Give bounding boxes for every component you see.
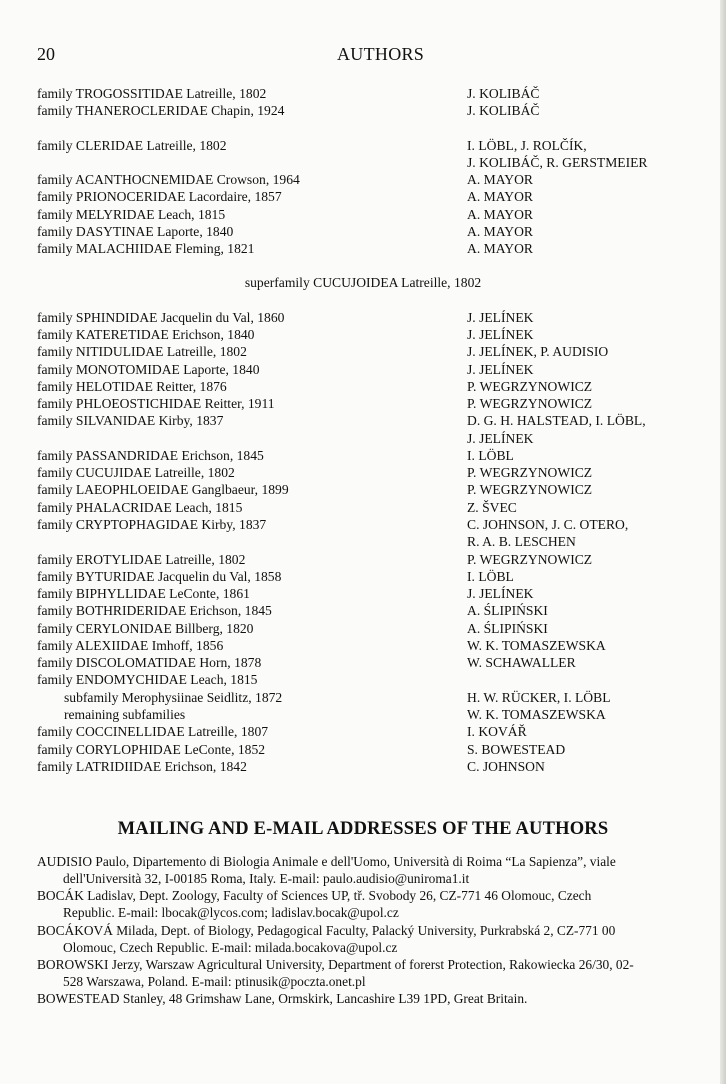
author-names: I. LÖBL — [467, 569, 514, 584]
taxon-name: family NITIDULIDAE Latreille, 1802 — [37, 344, 247, 359]
table-row — [0, 568, 726, 585]
author-names: J. KOLIBÁČ — [467, 103, 540, 118]
author-names: W. K. TOMASZEWSKA — [467, 638, 606, 653]
table-row — [0, 154, 726, 171]
table-row — [0, 533, 726, 550]
table-row — [0, 481, 726, 498]
table-row — [0, 378, 726, 395]
author-names: J. JELÍNEK — [467, 431, 534, 446]
address-entry — [37, 853, 717, 888]
address-continuation: Republic. E-mail: lbocak@lycos.com; ladislav.bocak@upol.cz — [63, 905, 399, 921]
author-names: I. LÖBL, J. ROLČÍK, — [467, 138, 587, 153]
taxon-name: family MALACHIIDAE Fleming, 1821 — [37, 241, 255, 256]
author-names: A. MAYOR — [467, 189, 533, 204]
author-names: J. JELÍNEK, P. AUDISIO — [467, 344, 609, 359]
author-names: S. BOWESTEAD — [467, 742, 566, 757]
table-row — [0, 464, 726, 481]
author-names: J. JELÍNEK — [467, 586, 534, 601]
taxon-name: family PASSANDRIDAE Erichson, 1845 — [37, 448, 264, 463]
taxon-name: family ALEXIIDAE Imhoff, 1856 — [37, 638, 224, 653]
author-names: A. MAYOR — [467, 241, 533, 256]
author-names: R. A. B. LESCHEN — [467, 534, 576, 549]
taxon-name: remaining subfamilies — [64, 707, 186, 722]
address-first-line: BOWESTEAD Stanley, 48 Grimshaw Lane, Ormskirk, Lancashire L39 1PD, Great Britain. — [37, 991, 528, 1006]
table-row — [0, 395, 726, 412]
table-row — [0, 551, 726, 568]
address-first-line: BOROWSKI Jerzy, Warszaw Agricultural University, Department of forerst Protection, Rakowiecka 26/30, 02- — [37, 957, 634, 972]
table-row — [0, 602, 726, 619]
taxon-name: family THANEROCLERIDAE Chapin, 1924 — [37, 103, 285, 118]
table-row — [0, 620, 726, 637]
author-names: P. WEGRZYNOWICZ — [467, 465, 593, 480]
page-header — [37, 44, 687, 68]
table-row — [0, 206, 726, 223]
address-first-line: BOCÁK Ladislav, Dept. Zoology, Faculty of Sciences UP, tř. Svobody 26, CZ-771 46 Olomouc, Czech — [37, 888, 592, 903]
author-names: A. MAYOR — [467, 172, 533, 187]
table-row — [0, 188, 726, 205]
taxon-name: family DISCOLOMATIDAE Horn, 1878 — [37, 655, 262, 670]
table-row — [0, 223, 726, 240]
table-row — [0, 326, 726, 343]
table-row — [0, 309, 726, 326]
table-row — [0, 447, 726, 464]
taxon-name: family CUCUJIDAE Latreille, 1802 — [37, 465, 235, 480]
author-names: A. MAYOR — [467, 207, 533, 222]
taxon-name: family PRIONOCERIDAE Lacordaire, 1857 — [37, 189, 282, 204]
author-names: I. LÖBL — [467, 448, 514, 463]
table-row — [0, 637, 726, 654]
author-names: P. WEGRZYNOWICZ — [467, 552, 593, 567]
author-names: C. JOHNSON — [467, 759, 545, 774]
taxon-name: family CLERIDAE Latreille, 1802 — [37, 138, 227, 153]
address-entry — [37, 887, 717, 922]
author-names: J. KOLIBÁČ, R. GERSTMEIER — [467, 155, 648, 170]
taxon-name: family LAEOPHLOEIDAE Ganglbaeur, 1899 — [37, 482, 289, 497]
running-title: AUTHORS — [337, 44, 425, 64]
section-title: MAILING AND E-MAIL ADDRESSES OF THE AUTHORS — [117, 819, 609, 839]
taxon-name: family EROTYLIDAE Latreille, 1802 — [37, 552, 246, 567]
table-row — [0, 671, 726, 688]
taxon-name: family TROGOSSITIDAE Latreille, 1802 — [37, 86, 267, 101]
table-row — [0, 274, 726, 291]
table-row — [0, 723, 726, 740]
table-row — [0, 585, 726, 602]
taxon-name: family MELYRIDAE Leach, 1815 — [37, 207, 226, 222]
taxon-name: family ENDOMYCHIDAE Leach, 1815 — [37, 672, 258, 687]
author-names: W. SCHAWALLER — [467, 655, 576, 670]
table-row — [0, 240, 726, 257]
table-row — [0, 412, 726, 429]
author-names: H. W. RÜCKER, I. LÖBL — [467, 690, 611, 705]
address-entry — [37, 922, 717, 957]
taxon-name: family CERYLONIDAE Billberg, 1820 — [37, 621, 254, 636]
taxon-name: family COCCINELLIDAE Latreille, 1807 — [37, 724, 269, 739]
taxon-name: family CORYLOPHIDAE LeConte, 1852 — [37, 742, 266, 757]
taxon-name: family HELOTIDAE Reitter, 1876 — [37, 379, 227, 394]
taxon-name: family BOTHRIDERIDAE Erichson, 1845 — [37, 603, 272, 618]
table-row — [0, 361, 726, 378]
author-names: J. KOLIBÁČ — [467, 86, 540, 101]
author-names: P. WEGRZYNOWICZ — [467, 482, 593, 497]
taxon-name: family SILVANIDAE Kirby, 1837 — [37, 413, 224, 428]
table-row — [0, 741, 726, 758]
address-continuation: 528 Warszawa, Poland. E-mail: ptinusik@poczta.onet.pl — [63, 974, 366, 990]
taxon-name: family SPHINDIDAE Jacquelin du Val, 1860 — [37, 310, 285, 325]
table-row — [0, 171, 726, 188]
taxon-name: family KATERETIDAE Erichson, 1840 — [37, 327, 255, 342]
table-row — [0, 706, 726, 723]
author-names: A. MAYOR — [467, 224, 533, 239]
author-names: D. G. H. HALSTEAD, I. LÖBL, — [467, 413, 646, 428]
table-row — [0, 343, 726, 360]
taxon-name: family PHALACRIDAE Leach, 1815 — [37, 500, 243, 515]
address-continuation: Olomouc, Czech Republic. E-mail: milada.bocakova@upol.cz — [63, 940, 398, 956]
author-names: P. WEGRZYNOWICZ — [467, 396, 593, 411]
taxon-name: family CRYPTOPHAGIDAE Kirby, 1837 — [37, 517, 267, 532]
table-row — [0, 430, 726, 447]
address-entry — [37, 990, 717, 1007]
address-first-line: BOCÁKOVÁ Milada, Dept. of Biology, Pedagogical Faculty, Palacký University, Purkrabská 2, CZ-771 00 — [37, 923, 616, 938]
author-names: I. KOVÁŘ — [467, 724, 527, 739]
taxon-name: family MONOTOMIDAE Laporte, 1840 — [37, 362, 260, 377]
author-names: Z. ŠVEC — [467, 500, 517, 515]
table-row — [0, 102, 726, 119]
taxon-name: family PHLOEOSTICHIDAE Reitter, 1911 — [37, 396, 275, 411]
page-number: 20 — [37, 44, 55, 64]
author-names: J. JELÍNEK — [467, 327, 534, 342]
taxon-name: family BIPHYLLIDAE LeConte, 1861 — [37, 586, 250, 601]
table-row — [0, 85, 726, 102]
address-continuation: dell'Università 32, I-00185 Roma, Italy. E-mail: paulo.audisio@uniroma1.it — [63, 871, 470, 887]
author-names: W. K. TOMASZEWSKA — [467, 707, 606, 722]
address-first-line: AUDISIO Paulo, Dipartemento di Biologia Animale e dell'Uomo, Università di Roima “La Sapienza”, viale — [37, 854, 616, 869]
author-names: A. ŚLIPIŃSKI — [467, 621, 548, 636]
taxon-name: family BYTURIDAE Jacquelin du Val, 1858 — [37, 569, 282, 584]
table-row — [0, 654, 726, 671]
taxon-name: family ACANTHOCNEMIDAE Crowson, 1964 — [37, 172, 300, 187]
taxon-name: family LATRIDIIDAE Erichson, 1842 — [37, 759, 247, 774]
table-row — [0, 137, 726, 154]
table-row — [0, 758, 726, 775]
table-row — [0, 516, 726, 533]
table-row — [0, 499, 726, 516]
author-names: J. JELÍNEK — [467, 362, 534, 377]
author-names: J. JELÍNEK — [467, 310, 534, 325]
author-names: C. JOHNSON, J. C. OTERO, — [467, 517, 629, 532]
author-names: A. ŚLIPIŃSKI — [467, 603, 548, 618]
author-names: P. WEGRZYNOWICZ — [467, 379, 593, 394]
table-row — [0, 689, 726, 706]
superfamily-heading: superfamily CUCUJOIDEA Latreille, 1802 — [244, 275, 482, 290]
address-entry — [37, 956, 717, 991]
taxon-name: subfamily Merophysiinae Seidlitz, 1872 — [64, 690, 283, 705]
taxon-name: family DASYTINAE Laporte, 1840 — [37, 224, 234, 239]
